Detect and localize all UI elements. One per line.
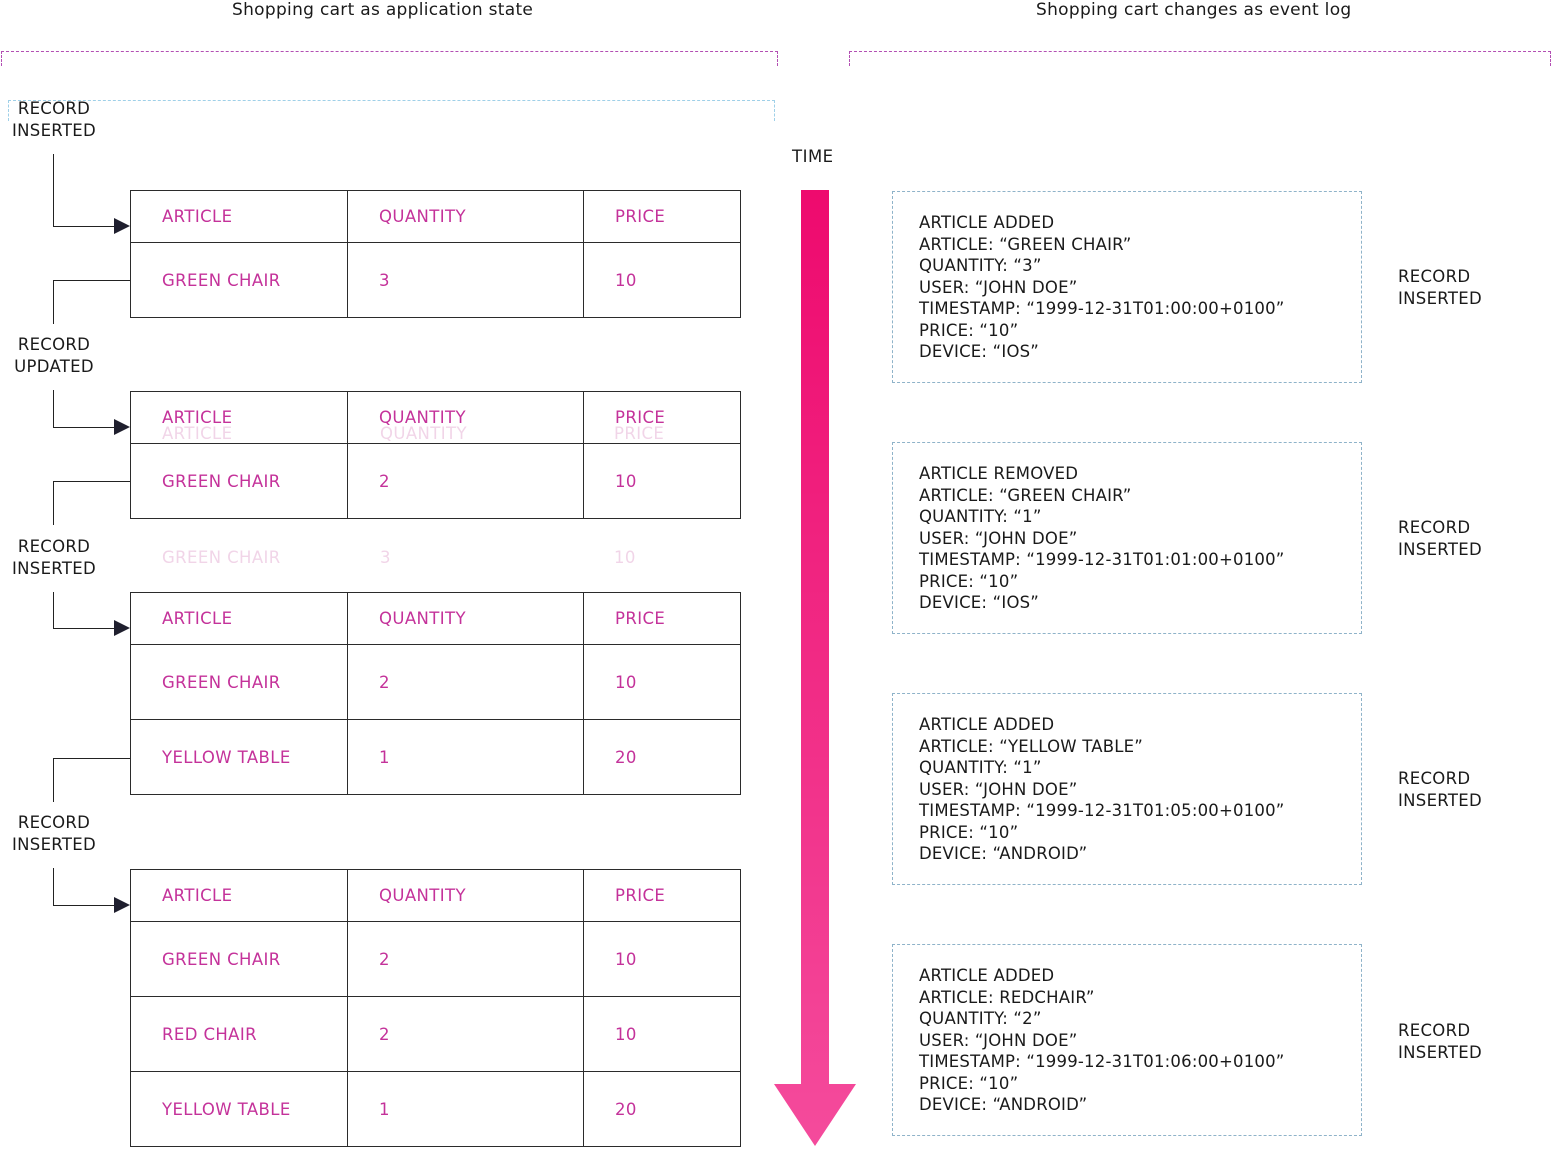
step1-connector-horizontal bbox=[53, 226, 115, 227]
step4-connector-horizontal bbox=[53, 905, 115, 906]
event2-label bbox=[1398, 517, 1508, 561]
cell-quantity: 1 bbox=[348, 720, 584, 795]
cell-quantity: 2 bbox=[348, 645, 584, 720]
event-price: PRICE: “10” bbox=[919, 320, 1019, 340]
right-section-bracket bbox=[849, 51, 1551, 66]
cell-quantity: 2 bbox=[348, 444, 584, 519]
event2-label-line2: INSERTED bbox=[1398, 540, 1482, 559]
step2-label bbox=[0, 334, 108, 378]
header-price: PRICE bbox=[584, 870, 741, 922]
cell-article: RED CHAIR bbox=[131, 997, 348, 1072]
cell-price: 10 bbox=[584, 997, 741, 1072]
step2-label-line2: UPDATED bbox=[14, 357, 94, 376]
cell-quantity: 3 bbox=[348, 243, 584, 318]
step4-label bbox=[0, 812, 108, 856]
header-price: PRICE bbox=[584, 392, 741, 444]
event-card-3 bbox=[892, 693, 1362, 885]
event-article: ARTICLE: “YELLOW TABLE” bbox=[919, 736, 1144, 756]
right-section-title: Shopping cart changes as event log bbox=[1036, 0, 1352, 20]
event-user: USER: “JOHN DOE” bbox=[919, 277, 1078, 297]
cart-table-step1 bbox=[130, 190, 741, 318]
table-row bbox=[131, 645, 741, 720]
table-header-row bbox=[131, 593, 741, 645]
event-quantity: QUANTITY: “2” bbox=[919, 1009, 1042, 1028]
event-type: ARTICLE REMOVED bbox=[919, 464, 1079, 483]
step2-connector-vertical bbox=[53, 390, 54, 427]
table-row bbox=[131, 444, 741, 519]
ghost-header-article: ARTICLE bbox=[162, 424, 233, 443]
cell-quantity: 1 bbox=[348, 1072, 584, 1147]
table-header-row bbox=[131, 392, 741, 444]
cell-article: GREEN CHAIR bbox=[131, 922, 348, 997]
event4-label-line2: INSERTED bbox=[1398, 1043, 1482, 1062]
cell-price: 10 bbox=[584, 243, 741, 318]
table-row bbox=[131, 1072, 741, 1147]
cell-quantity: 2 bbox=[348, 922, 584, 997]
ghost-cell-quantity: 3 bbox=[380, 548, 391, 567]
cell-article: GREEN CHAIR bbox=[131, 444, 348, 519]
ghost-cell-article: GREEN CHAIR bbox=[162, 548, 281, 567]
header-quantity: QUANTITY bbox=[348, 191, 584, 243]
cell-quantity: 2 bbox=[348, 997, 584, 1072]
step3-connector-out-vertical bbox=[53, 481, 54, 525]
event-timestamp: TIMESTAMP: “1999-12-31T01:00:00+0100” bbox=[919, 299, 1285, 318]
table-header-row bbox=[131, 870, 741, 922]
cell-price: 20 bbox=[584, 1072, 741, 1147]
event-user: USER: “JOHN DOE” bbox=[919, 1030, 1078, 1050]
step1-arrowhead-icon bbox=[114, 218, 130, 234]
event-type: ARTICLE ADDED bbox=[919, 715, 1055, 734]
event2-label-line1: RECORD bbox=[1398, 518, 1471, 537]
cell-article: YELLOW TABLE bbox=[131, 720, 348, 795]
step2-label-line1: RECORD bbox=[17, 335, 91, 354]
step3-arrowhead-icon bbox=[114, 620, 130, 636]
header-article: ARTICLE bbox=[131, 191, 348, 243]
step1-label-line2: INSERTED bbox=[12, 121, 96, 140]
event3-label-line1: RECORD bbox=[1398, 769, 1471, 788]
ghost-header-quantity: QUANTITY bbox=[380, 424, 467, 443]
event-quantity: QUANTITY: “3” bbox=[919, 256, 1042, 275]
event-device: DEVICE: “IOS” bbox=[919, 593, 1040, 612]
event1-label-line2: INSERTED bbox=[1398, 289, 1482, 308]
step4-label-line1: RECORD bbox=[17, 813, 91, 832]
event-timestamp: TIMESTAMP: “1999-12-31T01:06:00+0100” bbox=[919, 1052, 1285, 1071]
event-price: PRICE: “10” bbox=[919, 1073, 1019, 1093]
step4-connector-out-vertical bbox=[53, 758, 54, 802]
cell-price: 10 bbox=[584, 922, 741, 997]
table-row bbox=[131, 997, 741, 1072]
header-price: PRICE bbox=[584, 593, 741, 645]
event-card-4 bbox=[892, 944, 1362, 1136]
table-row bbox=[131, 922, 741, 997]
event-user: USER: “JOHN DOE” bbox=[919, 779, 1078, 799]
event-device: DEVICE: “IOS” bbox=[919, 342, 1040, 361]
step3-label bbox=[0, 536, 108, 580]
event3-label-line2: INSERTED bbox=[1398, 791, 1482, 810]
header-quantity: QUANTITY bbox=[348, 392, 584, 444]
event-card-2 bbox=[892, 442, 1362, 634]
cell-article: YELLOW TABLE bbox=[131, 1072, 348, 1147]
guide-line bbox=[8, 100, 775, 121]
table-header-row bbox=[131, 191, 741, 243]
step4-connector-out bbox=[53, 758, 130, 759]
left-section-title: Shopping cart as application state bbox=[232, 0, 534, 20]
step2-arrowhead-icon bbox=[114, 419, 130, 435]
header-quantity: QUANTITY bbox=[348, 593, 584, 645]
step3-label-line1: RECORD bbox=[17, 537, 91, 556]
cell-price: 20 bbox=[584, 720, 741, 795]
step1-connector-vertical bbox=[53, 154, 54, 226]
step3-label-line2: INSERTED bbox=[12, 559, 96, 578]
event-article: ARTICLE: REDCHAIR” bbox=[919, 987, 1095, 1007]
event-quantity: QUANTITY: “1” bbox=[919, 758, 1042, 777]
step2-connector-horizontal bbox=[53, 427, 115, 428]
step2-connector-out-vertical bbox=[53, 280, 54, 324]
cart-table-step3 bbox=[130, 592, 741, 795]
ghost-cell-price: 10 bbox=[614, 548, 636, 567]
ghost-header-price: PRICE bbox=[614, 424, 665, 443]
step1-label bbox=[0, 98, 108, 142]
event-card-1 bbox=[892, 191, 1362, 383]
event4-label bbox=[1398, 1020, 1508, 1064]
cell-article: GREEN CHAIR bbox=[131, 645, 348, 720]
event-price: PRICE: “10” bbox=[919, 822, 1019, 842]
header-price: PRICE bbox=[584, 191, 741, 243]
event-user: USER: “JOHN DOE” bbox=[919, 528, 1078, 548]
cart-table-step4 bbox=[130, 869, 741, 1147]
event-type: ARTICLE ADDED bbox=[919, 966, 1055, 985]
event-price: PRICE: “10” bbox=[919, 571, 1019, 591]
header-article: ARTICLE bbox=[131, 870, 348, 922]
step4-arrowhead-icon bbox=[114, 897, 130, 913]
event-timestamp: TIMESTAMP: “1999-12-31T01:05:00+0100” bbox=[919, 801, 1285, 820]
time-label: TIME bbox=[792, 147, 834, 166]
step1-label-line1: RECORD bbox=[17, 99, 91, 118]
header-article: ARTICLE bbox=[131, 593, 348, 645]
event-timestamp: TIMESTAMP: “1999-12-31T01:01:00+0100” bbox=[919, 550, 1285, 569]
step3-connector-out bbox=[53, 481, 130, 482]
step2-connector-out bbox=[53, 280, 130, 281]
cart-table-step2 bbox=[130, 391, 741, 519]
event4-label-line1: RECORD bbox=[1398, 1021, 1471, 1040]
cell-price: 10 bbox=[584, 444, 741, 519]
event3-label bbox=[1398, 768, 1508, 812]
event1-label-line1: RECORD bbox=[1398, 267, 1471, 286]
event-device: DEVICE: “ANDROID” bbox=[919, 844, 1088, 863]
event-type: ARTICLE ADDED bbox=[919, 213, 1055, 232]
event-article: ARTICLE: “GREEN CHAIR” bbox=[919, 234, 1132, 254]
cell-article: GREEN CHAIR bbox=[131, 243, 348, 318]
left-section-bracket bbox=[1, 51, 778, 66]
header-quantity: QUANTITY bbox=[348, 870, 584, 922]
step3-connector-horizontal bbox=[53, 628, 115, 629]
event-quantity: QUANTITY: “1” bbox=[919, 507, 1042, 526]
time-arrow-icon bbox=[770, 186, 862, 1148]
step4-label-line2: INSERTED bbox=[12, 835, 96, 854]
event-device: DEVICE: “ANDROID” bbox=[919, 1095, 1088, 1114]
event1-label bbox=[1398, 266, 1508, 310]
step4-connector-vertical bbox=[53, 868, 54, 905]
cell-price: 10 bbox=[584, 645, 741, 720]
event-article: ARTICLE: “GREEN CHAIR” bbox=[919, 485, 1132, 505]
table-row bbox=[131, 720, 741, 795]
step3-connector-vertical bbox=[53, 592, 54, 628]
header-article: ARTICLE bbox=[131, 392, 348, 444]
table-row bbox=[131, 243, 741, 318]
